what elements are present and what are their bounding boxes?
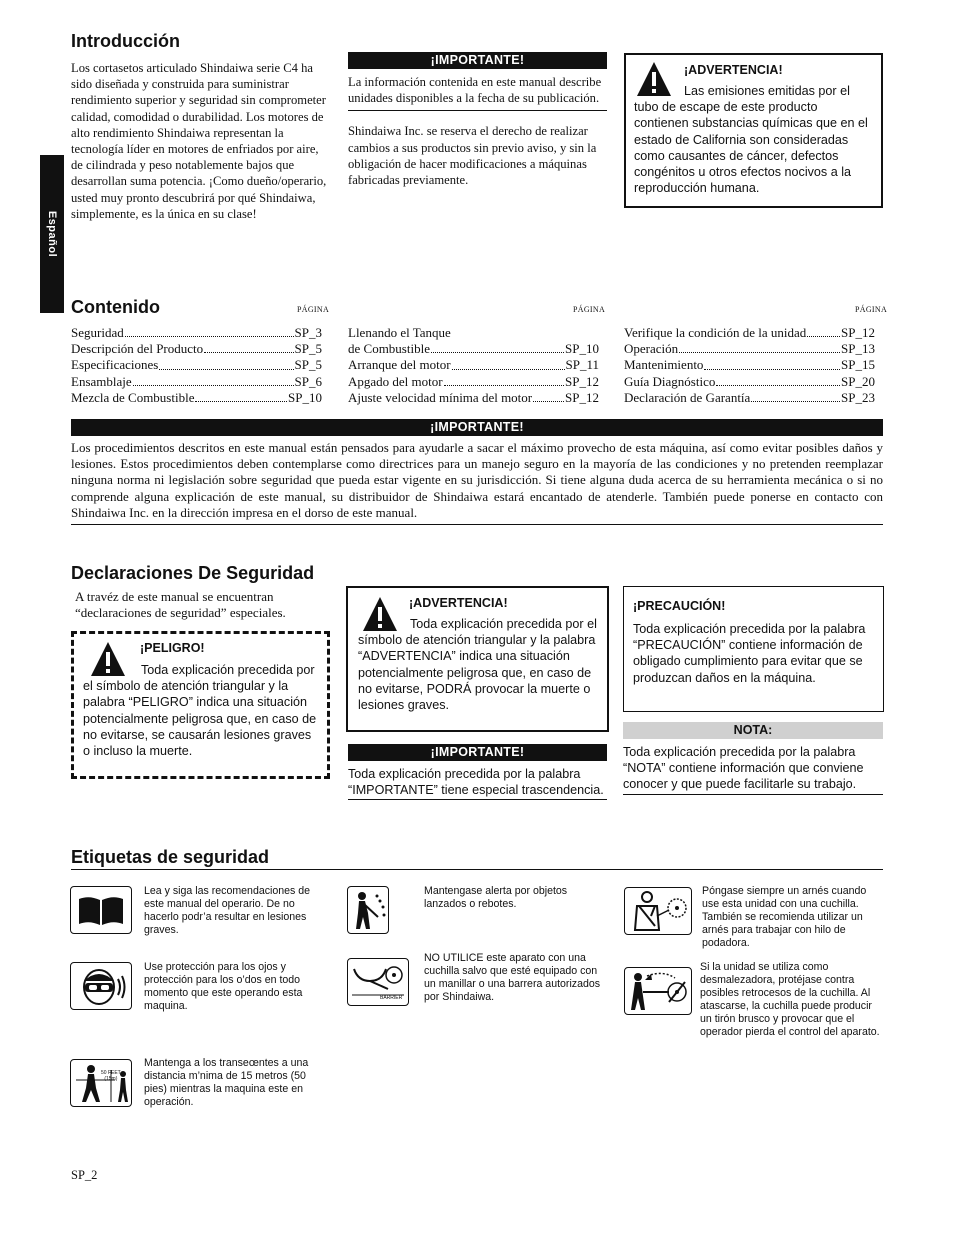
declarations-intro: A travéz de este manual se encuentran “declaraciones de seguridad” especiales. bbox=[75, 589, 286, 621]
contents-page-label-2: PÁGINA bbox=[573, 305, 606, 314]
toc-entry[interactable]: Declaración de Garantía SP_23 bbox=[624, 389, 875, 405]
important-decl-body: Toda explicación precedida por la palabra “IMPORTANTE” tiene especial trascendencia. bbox=[348, 761, 607, 800]
distance-icon-text: 50 FEET (15m) bbox=[101, 1070, 121, 1082]
flying-objects-icon bbox=[347, 886, 389, 934]
important-mid-body: Los procedimientos descritos en este manual están pensados para ayudarle a sacar el máximo provecho de esta máquina, así como evitar posibles daños y lesiones. Estos procedimientos deben contemplarse como directrices para un manejo seguro en la mayoría de las condiciones y no pretenden reemplazar ninguna norma ni legislación sobre seguridad que pueda estar vigente en su jurisdicción. Si tiene alguna duda acerca de su herramienta mecánica o si no comprende alguna explicación de este manual, su distribuidor de Shindaiwa estará encantado de atenderle. También puede ponerse en contacto con Shindaiwa Inc. en la dirección impresa en el dorso de este manual. bbox=[71, 436, 883, 525]
toc-entry-line: Llenando el Tanque bbox=[348, 325, 451, 340]
blade-thrust-icon bbox=[624, 967, 692, 1015]
toc-entry[interactable]: Mezcla de Combustible SP_10 bbox=[71, 389, 322, 405]
warning-mid-header: ¡ADVERTENCIA! bbox=[409, 596, 508, 610]
contents-title: Contenido bbox=[71, 297, 160, 317]
contents-col1 bbox=[71, 325, 322, 406]
contents-col3 bbox=[624, 325, 875, 406]
danger-body: Toda explicación precedida por el símbolo de atención triangular y la palabra “PELIGRO” indica una situación potencialmente peligrosa que, en caso de no evitarse, se causarán lesiones graves o incluso la muerte. bbox=[83, 663, 317, 759]
page-number: SP_2 bbox=[71, 1168, 98, 1182]
danger-box bbox=[71, 631, 330, 779]
language-tab bbox=[40, 155, 64, 313]
toc-entry[interactable]: Verifique la condición de la unidad SP_12 bbox=[624, 325, 875, 340]
declarations-title: Declaraciones De Seguridad bbox=[71, 563, 315, 583]
toc-entry[interactable]: de Combustible SP_10 bbox=[348, 341, 599, 357]
label-text-harness: Póngase siempre un arnés cuando use esta unidad con una cuchilla. También se recomienda utilizar un arnés para trabajar con hilo de podadora. bbox=[702, 885, 867, 949]
toc-entry[interactable]: Seguridad SP_3 bbox=[71, 325, 322, 340]
warning-top-body: Las emisiones emitidas por el tubo de escape de este producto contienen substancias químicas que en el estado de California son consideradas como causantes de cáncer, defectos congénitos u otros efectos nocivos a la reproducción humana. bbox=[634, 84, 868, 196]
goggles-ear-protection-icon bbox=[70, 962, 132, 1010]
warning-top-box bbox=[624, 53, 883, 208]
language-tab-label: Español bbox=[46, 210, 58, 258]
toc-entry[interactable]: Ajuste velocidad mínima del motor SP_12 bbox=[348, 389, 599, 405]
label-text-distance: Mantenga a los transeœntes a una distancia m’nima de 15 metros (50 pies) mientras la maquina este en operación. bbox=[144, 1057, 309, 1108]
caution-header: ¡PRECAUCIÓN! bbox=[633, 599, 726, 613]
toc-entry[interactable]: Ensamblaje SP_6 bbox=[71, 373, 322, 389]
important-top-p1: La información contenida en este manual describe unidades disponibles a la fecha de su publicación. bbox=[348, 69, 607, 111]
intro-title: Introducción bbox=[71, 31, 180, 51]
contents-col2 bbox=[348, 325, 599, 406]
book-icon bbox=[70, 886, 132, 934]
toc-entry[interactable]: Operación SP_13 bbox=[624, 341, 875, 357]
note-header: NOTA: bbox=[623, 722, 883, 739]
note-box bbox=[623, 722, 883, 795]
warning-top-header: ¡ADVERTENCIA! bbox=[684, 63, 783, 77]
labels-title: Etiquetas de seguridad bbox=[71, 847, 270, 867]
label-text-read-manual: Lea y siga las recomendaciones de este manual del operario. De no hacerlo podr’a resultar en lesiones graves. bbox=[144, 885, 311, 936]
important-top-box bbox=[348, 52, 607, 188]
harness-icon bbox=[624, 887, 692, 935]
contents-page-label-1: PÁGINA bbox=[297, 305, 330, 314]
warning-mid-box bbox=[346, 586, 609, 732]
barrier-icon-text: BARRIER bbox=[380, 995, 403, 1001]
important-decl-box bbox=[348, 744, 607, 800]
note-body: Toda explicación precedida por la palabra “NOTA” contiene información que conviene conocer y que puede facilitarle su trabajo. bbox=[623, 739, 883, 795]
label-text-blade-thrust: Si la unidad se utiliza como desmalezadora, protéjase contra posibles retrocesos de la cuchilla. Al atascarse, la cuchilla puede producir un tirón brusco y provocar que el operador pierda el control del aparato. bbox=[700, 961, 880, 1038]
label-text-flying-objects: Mantengase alerta por objetos lanzados o rebotes. bbox=[424, 885, 568, 910]
toc-entry[interactable]: Guía Diagnóstico SP_20 bbox=[624, 373, 875, 389]
important-mid-header: ¡IMPORTANTE! bbox=[71, 419, 883, 436]
intro-body: Los cortasetos articulado Shindaiwa serie C4 ha sido diseñada y construida para suministrar rendimiento superior y seguridad sin comprometer calidad, comodidad o durabilidad. Los motores de alto rendimiento Shindaiwa representan la tecnología líder en motores de enfriados por aire, de cilindrada y peso notablemente bajos que desarrollan suma potencia. ¡Como dueño/operario, usted muy pronto descubrirá por qué Shindaiwa, simplemente, es la única en su clase! bbox=[71, 61, 327, 221]
important-decl-header: ¡IMPORTANTE! bbox=[348, 744, 607, 761]
caution-box bbox=[623, 586, 884, 712]
important-top-p2: Shindaiwa Inc. se reserva el derecho de realizar cambios a sus productos sin previo aviso, y sin la obligación de hacer modificaciones a máquinas fabricadas previamente. bbox=[348, 124, 597, 188]
toc-entry[interactable]: Especificaciones SP_5 bbox=[71, 357, 322, 373]
label-text-eye-ear: Use protección para los ojos y protección para los o’dos en todo momento que este operando esta maquina. bbox=[144, 961, 303, 1012]
important-mid-box bbox=[71, 419, 883, 525]
bystander-distance-icon bbox=[70, 1059, 132, 1107]
warning-mid-body: Toda explicación precedida por el símbolo de atención triangular y la palabra “ADVERTENCIA” indica una situación potencialmente peligrosa que, en caso de no evitarse, PODRÁ provocar la muerte o lesiones graves. bbox=[358, 617, 597, 713]
toc-entry[interactable]: Apgado del motor SP_12 bbox=[348, 373, 599, 389]
toc-entry[interactable]: Descripción del Producto SP_5 bbox=[71, 341, 322, 357]
labels-title-rule bbox=[71, 869, 883, 870]
blade-barrier-icon bbox=[347, 958, 409, 1006]
toc-entry[interactable]: Mantenimiento SP_15 bbox=[624, 357, 875, 373]
caution-body: Toda explicación precedida por la palabra “PRECAUCIÓN” contiene información de obligado cumplimiento para evitar que se produzcan daños en la máquina. bbox=[633, 622, 866, 685]
toc-entry[interactable]: Arranque del motor SP_11 bbox=[348, 357, 599, 373]
contents-page-label-3: PÁGINA bbox=[855, 305, 888, 314]
label-text-blade-barrier: NO UTILICE este aparato con una cuchilla salvo que esté equipado con un manillar o una barrera autorizados por Shindaiwa. bbox=[424, 952, 601, 1003]
danger-header: ¡PELIGRO! bbox=[140, 641, 205, 655]
important-top-header: ¡IMPORTANTE! bbox=[348, 52, 607, 69]
